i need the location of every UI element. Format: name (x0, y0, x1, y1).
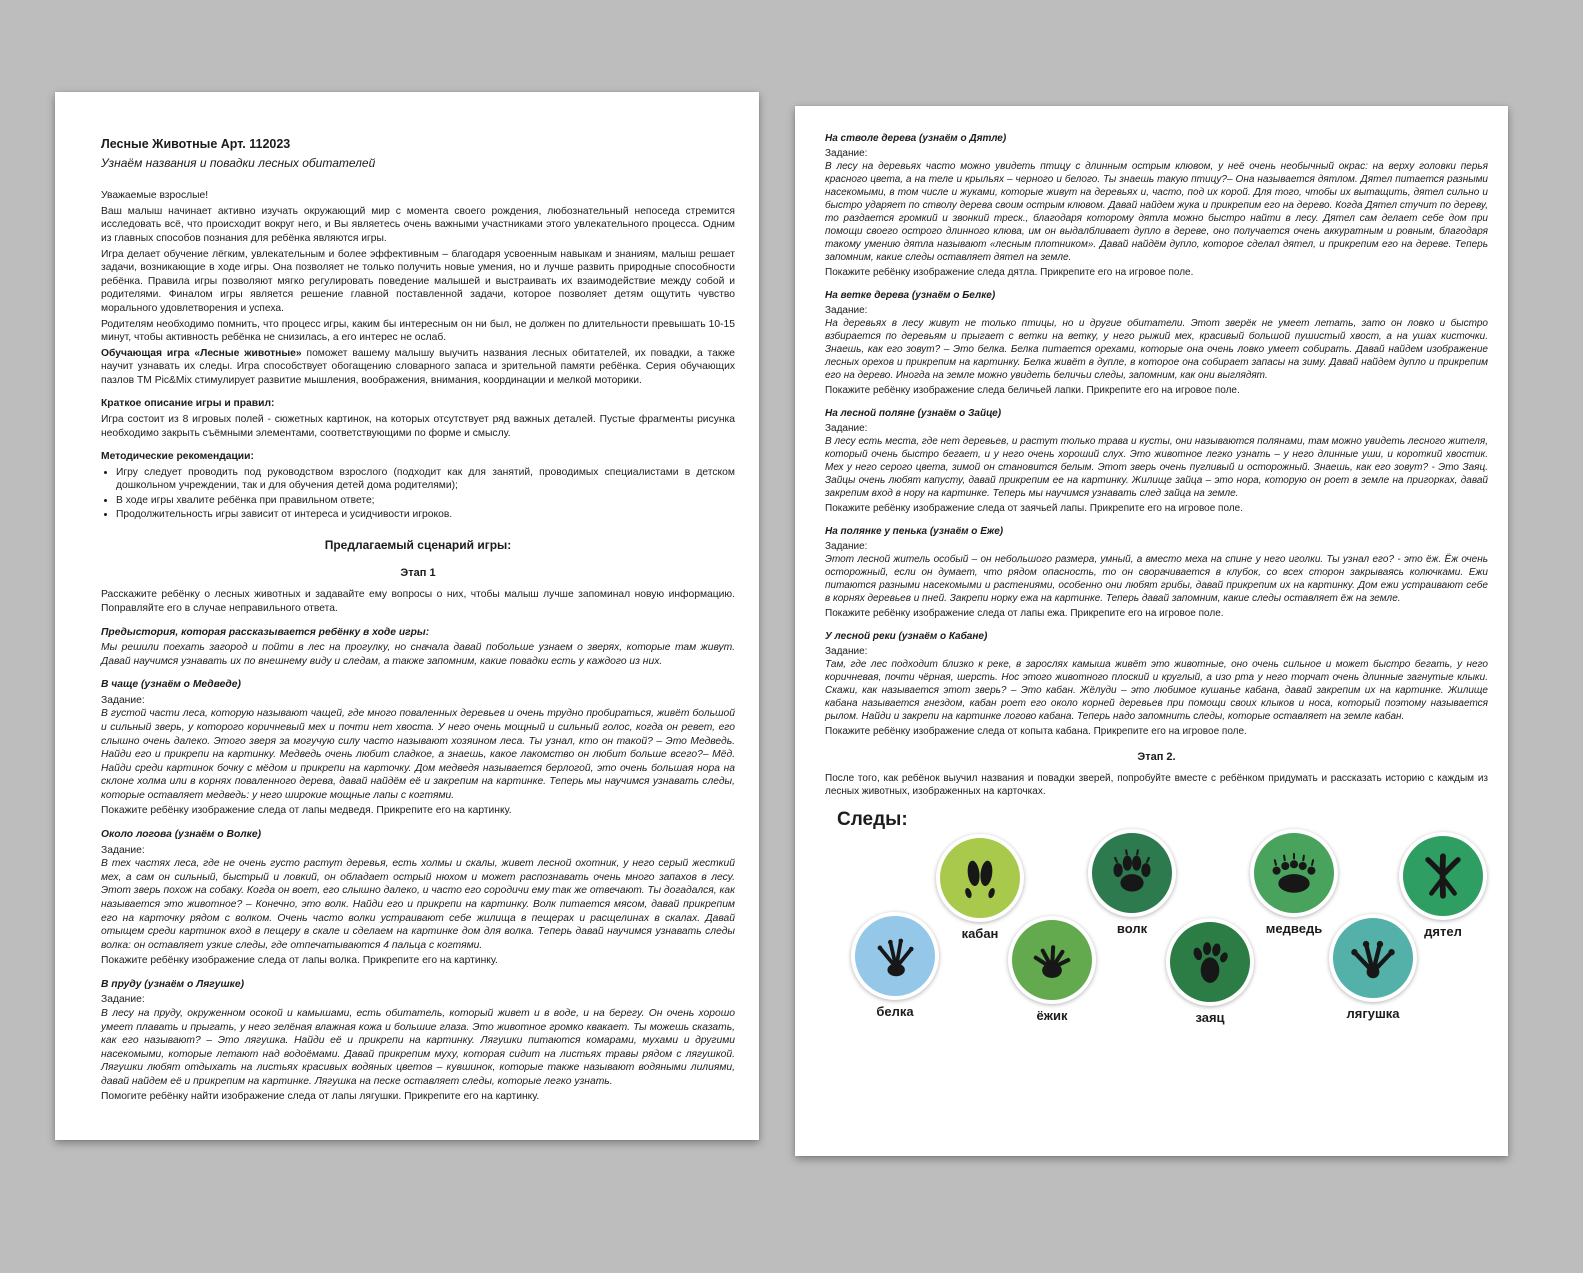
story-heading: На стволе дерева (узнаём о Дятле) (825, 133, 1007, 144)
wolf-track-icon (1103, 844, 1161, 902)
story-heading: На лесной поляне (узнаём о Зайце) (825, 408, 1002, 419)
method-bullet: • Игру следует проводить под руководством взрослого (подходит как для занятий, проводимых специалистами в детском дошкольном учреждении, так и для обучения детей дома родителями); (116, 466, 735, 493)
story-heading: На полянке у пенька (узнаём о Еже) (825, 526, 1004, 537)
method-bullet: • В ходе игры хвалите ребёнка при правильном ответе; (116, 494, 735, 508)
method-bullet-list (101, 466, 735, 522)
story-body: На деревьях в лесу живут не только птицы, но и другие обитатели. Этот зверёк не умеет летать, зато он ловко и быстро взбирается по деревьям и прыгает с ветки на ветку, у него рыжий мех, красивый большой пушистый хвост, а на ушах кисточки. Знаешь, как его зовут? – Это белка. Белка питается орехами, которые она очень ловко умеет собирать. Давай найдем изображение лесных орехов и прикрепим на картинку. Белка живёт в дупле, в которое она собирает запасы на зиму. Давай найдем дупло и прикрепим его на дерево. Иногда на земле можно увидеть беличьи следы, запомним, как они выглядят. (825, 318, 1488, 381)
track-label: белка (876, 1004, 914, 1020)
track-label: дятел (1424, 924, 1462, 940)
story-heading: В чаще (узнаём о Медведе) (101, 679, 241, 691)
track-hare (1162, 918, 1258, 1027)
tracks-area (825, 808, 1488, 1060)
story-section-prehistory (101, 626, 735, 669)
track-circle (1329, 914, 1417, 1002)
story-footer: Покажите ребёнку изображение следа от заячьей лапы. Прикрепите его на игровое поле. (825, 503, 1243, 514)
story-footer: Покажите ребёнку изображение следа дятла. Прикрепите его на игровое поле. (825, 267, 1194, 278)
story-heading: В пруду (узнаём о Лягушке) (101, 978, 245, 990)
track-label: кабан (961, 926, 999, 942)
story-section-hare (825, 407, 1488, 515)
track-hedgehog (1004, 916, 1100, 1025)
story-footer: Покажите ребёнку изображение следа от копыта кабана. Прикрепите его на игровое поле. (825, 726, 1247, 737)
story-body: В густой части леса, которую называют чащей, где много поваленных деревьев и очень трудно пробираться, живёт большой и сильный зверь, у которого коричневый мех и почти нет хвоста. У него очень мощный и сильный голос, когда он ревет, его слышно очень далеко. Этого зверя за могучую силу часто называют хозяином леса. Ты узнал, кто он такой? – Это Медведь. Найди его и прикрепи на картинку. Медведь очень любит сладкое, а знаешь, какое лакомство он любит больше всего?– Мёд. Найди среди картинок бочку с мёдом и прикрепи на карточку. Дом медведя называется берлогой, это очень большая нора на склоне холма или в корнях поваленного дерева, давай найдём её и закрепим на картинке. Теперь мы научимся узнавать следы, которые оставляет медведь: у него широкие мощные лапы с когтями. (101, 708, 735, 801)
story-footer: Помогите ребёнку найти изображение следа от лапы лягушки. Прикрепите его на картинку. (101, 1091, 540, 1103)
doc-subtitle: Узнаём названия и повадки лесных обитателей (101, 155, 376, 170)
about-bold-lead: Обучающая игра «Лесные животные» (101, 347, 302, 359)
story-heading: На ветке дерева (узнаём о Белке) (825, 290, 996, 301)
task-label: Задание: (825, 148, 868, 159)
track-circle (936, 834, 1024, 922)
task-label: Задание: (101, 994, 145, 1006)
story-footer: Покажите ребёнку изображение следа от лапы ежа. Прикрепите его на игровое поле. (825, 608, 1224, 619)
story-heading: Предыстория, которая рассказывается ребёнку в ходе игры: (101, 626, 430, 638)
stage2-title: Этап 2. (1137, 751, 1176, 763)
story-body: Этот лесной житель особый – он небольшого размера, умный, а вместо меха на спине у него иголки. Ты узнал его? - это ёж. Ёж очень осторожный, если он думает, что рядом опасность, то он сворачивается в клубок, со всех сторон закрываясь колючками. Ежи питаются разными насекомыми и растениями, особенно они любят грибы, давай прикрепим их на картинку. Дом ежи устраивают себе в корнях деревьев и пней. Закрепи норку ежа на картинке. Теперь давай запомним, какие следы оставляет ёж на земле. (825, 554, 1488, 604)
story-body: Там, где лес подходит близко к реке, в зарослях камыша живёт это животные, оно очень сильное и может быстро бегать, у него коричневая, почти чёрная, шерсть. Нос этого животного плоский и круглый, а изо рта у него торчат очень длинные загнутые клыки. Скажи, как называется этот зверь? – Это кабан. Жёлуди – это любимое кушанье кабана, давай закрепим их на картинке. Жилище кабана называется гнездом, кабан роет его около корней деревьев при помощи своих клыков и носа, который поэтому называется рылом. Найди и закрепи на картинке логово кабана. Теперь надо запомнить следы, которые оставляет на земле кабан. (825, 659, 1488, 722)
story-section-squirrel (825, 289, 1488, 397)
intro-paragraph: Игра делает обучение лёгким, увлекательным и более эффективным – благодаря усвоенным навыкам и знаниям, малыш решает задачи, возникающие в ходе игры. Она позволяет не только получить новые умения, но и лучше развить природные способности ребёнка. Правила игры позволяют мягко регулировать поведение малышей и выстраивать их взаимодействие между собой и родителями. Финалом игры является решение главной поставленной задачи, которое позволяет детям ощутить чувство морального удовлетворения и успеха. (101, 248, 735, 314)
track-circle (1008, 916, 1096, 1004)
about-paragraph (101, 347, 735, 388)
squirrel-track-icon (866, 927, 924, 985)
task-label: Задание: (101, 844, 145, 856)
stage1-intro: Расскажите ребёнку о лесных животных и задавайте ему вопросы о них, чтобы малыш лучше запоминал новую информацию. Поправляйте его в случае неправильного ответа. (101, 589, 735, 614)
scenario-title: Предлагаемый сценарий игры: (324, 538, 512, 553)
story-section-bear (101, 678, 735, 818)
story-section-hedgehog (825, 525, 1488, 620)
track-label: волк (1116, 921, 1148, 937)
track-circle (1399, 832, 1487, 920)
story-footer: Покажите ребёнку изображение следа от лапы медведя. Прикрепите его на картинку. (101, 805, 512, 817)
story-section-wolf (101, 828, 735, 968)
story-body: В тех частях леса, где не очень густо растут деревья, есть холмы и скалы, живет лесной охотник, у него серый жесткий мех, а сам он сильный, быстрый и ловкий, он обладает острый нюхом и может распознавать очень много запахов в лесу. Этот зверь похож на собаку. Когда он воет, его слышно далеко, и часто его сородичи ему так же отвечают. Ты догадался, как называется это животное? – Конечно, это волк. Найди его и прикрепи на картинку. Волк питается мясом, давай прикрепим его на карточку рядом с волком. Очень часто волки устраивают себе жилища в пещерах и расщелинах в скалах. Давай отыщем среди картинок вход в пещеру в скале и сделаем на картинке дом для волка. Теперь давай научимся узнавать следы волка: он оставляет узкие следы, где отпечатываются 4 пальца с когтями. (101, 858, 735, 951)
task-label: Задание: (101, 694, 145, 706)
stage2-body: После того, как ребёнок выучил названия и повадки зверей, попробуйте вместе с ребёнком придумать и рассказать историю с каждым из лесных животных, изображенных на карточках. (825, 773, 1488, 798)
story-section-boar (825, 630, 1488, 738)
intro-paragraph: Ваш малыш начинает активно изучать окружающий мир с момента своего рождения, любознательный непоседа стремится исследовать всё, что происходит вокруг него, и Вы являетесь очень важными участниками этого увлекательного процесса. Одним из главных способов познания для ребёнка являются игры. (101, 205, 735, 245)
woodpecker-track-icon (1414, 847, 1472, 905)
track-label: заяц (1195, 1010, 1225, 1026)
hare-track-icon (1181, 933, 1239, 991)
story-section-woodpecker (825, 132, 1488, 279)
tracks-title: Следы: (837, 809, 908, 831)
story-heading: Около логова (узнаём о Волке) (101, 829, 262, 841)
story-body: Мы решили поехать загород и пойти в лес на прогулку, но сначала давай побольше узнаем о зверях, которые там живут. Давай научимся узнавать их по внешнему виду и следам, а также запомним, какие повадки есть у каждого из них. (101, 642, 735, 667)
doc-title: Лесные Животные Арт. 112023 (101, 137, 291, 151)
track-frog (1325, 914, 1421, 1023)
track-circle (851, 912, 939, 1000)
task-label: Задание: (825, 541, 868, 552)
track-circle (1166, 918, 1254, 1006)
method-bullet: • Продолжительность игры зависит от интереса и усидчивости игроков. (116, 508, 735, 522)
short-description-heading: Краткое описание игры и правил: (101, 398, 275, 410)
short-description-body: Игра состоит из 8 игровых полей - сюжетных картинок, на которых отсутствует ряд важных деталей. Пустые фрагменты рисунка необходимо закрыть съёмными элементами, соответствующими по форме и смыслу. (101, 414, 735, 439)
story-body: В лесу есть места, где нет деревьев, и растут только трава и кусты, они называются полянами, там можно увидеть лесного жителя, который очень быстро бегает, и у него очень хороший слух. Это животное легко узнать – у него длинные уши, и короткий хвостик. Мех у него серого цвета, зимой он становится белым. Этот зверь очень пугливый и осторожный. Знаешь, как его зовут? - Это Заяц. Зайцы очень любят капусту, давай прикрепим ее на картинку. Жилище зайца – это нора, которую он роет в земле на пригорках, давай закрепим вход в нору на картинке. Теперь мы научимся узнавать след зайца на земле. (825, 436, 1488, 499)
stage1-title: Этап 1 (400, 566, 436, 579)
track-squirrel (847, 912, 943, 1021)
story-heading: У лесной реки (узнаём о Кабане) (825, 631, 988, 642)
greeting: Уважаемые взрослые! (101, 190, 209, 202)
track-circle (1250, 829, 1338, 917)
track-label: ёжик (1036, 1008, 1068, 1024)
method-heading: Методические рекомендации: (101, 451, 254, 463)
frog-track-icon (1344, 929, 1402, 987)
track-label: медведь (1265, 921, 1323, 937)
hedgehog-track-icon (1023, 931, 1081, 989)
story-body: В лесу на деревьях часто можно увидеть птицу с длинным острым клювом, у неё очень необычный окрас: на верху головки перья красного цвета, а на теле и крыльях – черного и белого. Ты знаешь такую птицу?– Она называется дятлом. Дятел питается разными насекомыми, в том числе и жуками, которые живут на деревьях и, часто, под их корой. Для того, чтобы их вытащить, дятел сильно и быстро ударяет по стволу дерева своим острым клювом. Давай найдем жука и прикрепим его на дерево. Когда Дятел стучит по дереву, то раздается громкий и звонкий треск., благодаря которому дятла можно быстро найти в лесу. Дятел сам делает себе дом при помощи своего острого длинного клюва, им он выдалбливает дупло в дереве, оно получается очень аккуратным и ровным, благодаря такому умению дятла называют «лесным плотником». Давай найдём дупло, которое сделал дятел, и прикрепим его на дереве. Теперь запомним, какие следы оставляет дятел на земле. (825, 161, 1488, 263)
boar-track-icon (951, 849, 1009, 907)
about-text: поможет вашему малышу выучить названия лесных обитателей, их повадки, а также научит узнавать их следы. Игра способствует обогащению словарного запаса и зрительной памяти ребёнка. Серия обучающих пазлов ТМ Pic&Mix стимулирует развитие мышления, воображения, внимания, координации и мелкой моторики. (101, 347, 736, 386)
story-footer: Покажите ребёнку изображение следа беличьей лапки. Прикрепите его на игровое поле. (825, 385, 1240, 396)
bear-track-icon (1265, 844, 1323, 902)
intro-paragraph: Родителям необходимо помнить, что процесс игры, каким бы интересным он ни был, не должен по длительности превышать 10-15 минут, чтобы активность ребёнка не снизилась, а его интерес не ослаб. (101, 318, 735, 344)
story-body: В лесу на пруду, окруженном осокой и камышами, есть обитатель, который живет и в воде, и на берегу. Он очень хорошо умеет плавать и прыгать, у него зелёная влажная кожа и большие глаза. Это животное громко квакает. Ты можешь сказать, как его называют? – Это лягушка. Найди её и прикрепи на картинку. Лягушки питаются комарами, мухами и другими насекомыми, которые летают над водоёмами. Давай прикрепим муху, которая сидит на листьях травы рядом с лягушкой. Лягушки любят отдыхать на листьях красивых водяных цветов – кувшинок, которые также называют водяными лилиями, давай найдем её и прикрепим на картинке. Лягушка на песке оставляет следы, которые легко узнать. (101, 1008, 735, 1087)
track-circle (1088, 829, 1176, 917)
story-footer: Покажите ребёнку изображение следа от лапы волка. Прикрепите его на картинку. (101, 955, 498, 967)
task-label: Задание: (825, 305, 868, 316)
left-page (55, 92, 759, 1140)
track-label: лягушка (1346, 1006, 1400, 1022)
task-label: Задание: (825, 423, 868, 434)
task-label: Задание: (825, 646, 868, 657)
right-page (795, 106, 1508, 1156)
story-section-frog (101, 978, 735, 1104)
